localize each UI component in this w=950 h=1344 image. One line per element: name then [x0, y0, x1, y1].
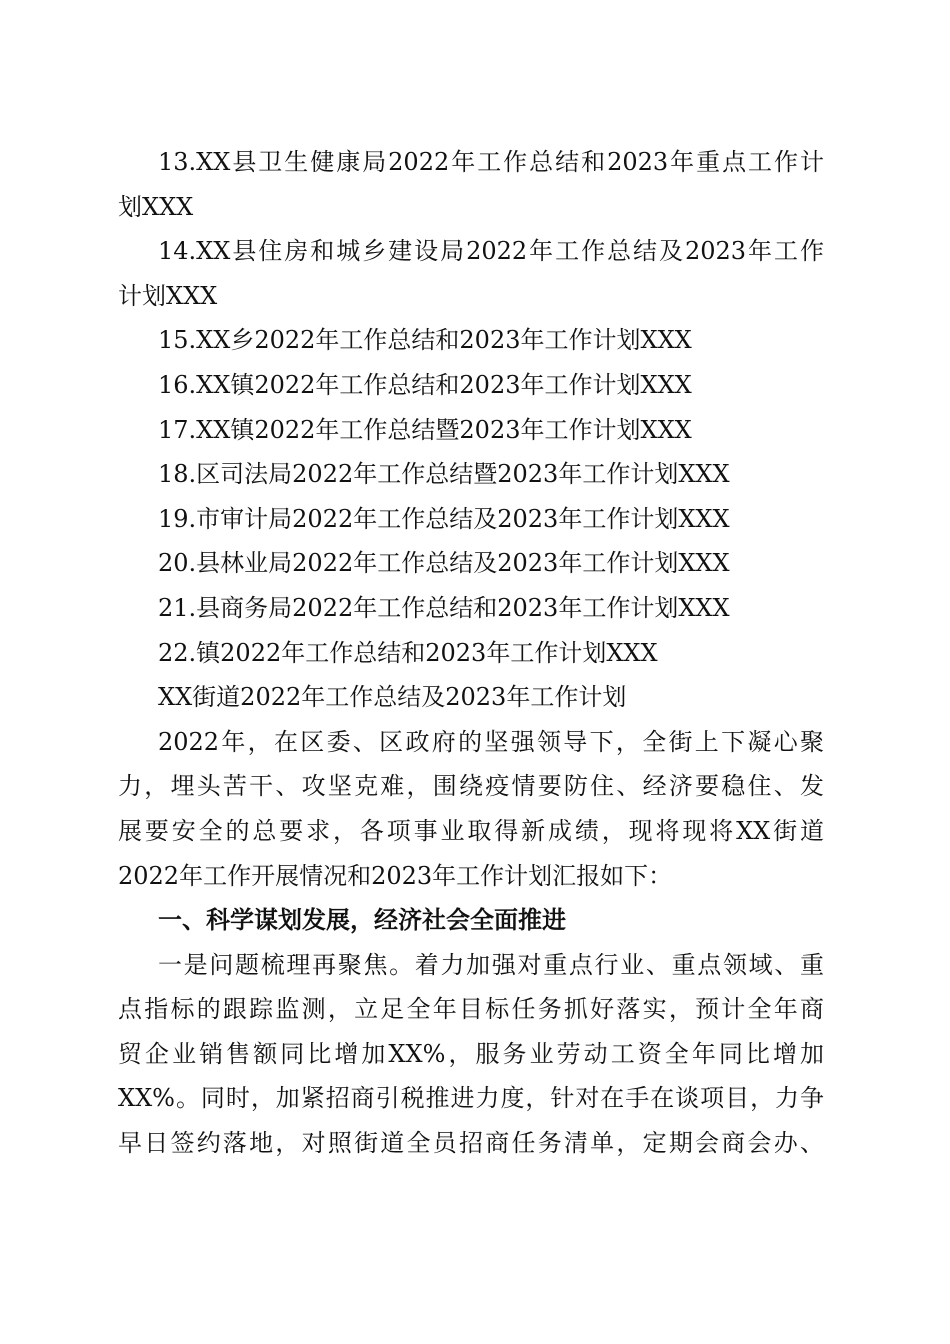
toc-item-16: 16.XX镇2022年工作总结和2023年工作计划XXX — [158, 370, 692, 399]
toc-item-14-line-2: 计划XXX — [118, 281, 218, 310]
toc-item-17: 17.XX镇2022年工作总结暨2023年工作计划XXX — [158, 415, 692, 444]
section-1-line-1: 一是问题梳理再聚焦。着力加强对重点行业、重点领域、重 — [158, 950, 824, 979]
toc-item-13-line-1: 13.XX县卫生健康局2022年工作总结和2023年重点工作计 — [158, 148, 824, 176]
toc-item-14-line-1: 14.XX县住房和城乡建设局2022年工作总结及2023年工作 — [158, 237, 824, 266]
section-1-line-3: 贸企业销售额同比增加XX%，服务业劳动工资全年同比增加 — [118, 1039, 824, 1068]
document-body — [118, 140, 824, 1166]
section-1-heading: 一、科学谋划发展，经济社会全面推进 — [158, 906, 566, 935]
toc-item-20: 20.县林业局2022年工作总结及2023年工作计划XXX — [158, 549, 730, 578]
intro-line-2: 力，埋头苦干、攻坚克难，围绕疫情要防住、经济要稳住、发 — [118, 772, 824, 801]
intro-line-3: 展要安全的总要求，各项事业取得新成绩，现将现将XX街道 — [118, 816, 824, 845]
toc-item-18: 18.区司法局2022年工作总结暨2023年工作计划XXX — [158, 460, 730, 489]
intro-line-1: 2022年，在区委、区政府的坚强领导下，全街上下凝心聚 — [158, 727, 824, 756]
intro-line-4: 2022年工作开展情况和2023年工作计划汇报如下： — [118, 861, 673, 890]
toc-item-19: 19.市审计局2022年工作总结及2023年工作计划XXX — [158, 504, 730, 533]
toc-item-22: 22.镇2022年工作总结和2023年工作计划XXX — [158, 638, 658, 667]
section-1-line-4: XX%。同时，加紧招商引税推进力度，针对在手在谈项目，力争 — [118, 1084, 824, 1113]
toc-item-21: 21.县商务局2022年工作总结和2023年工作计划XXX — [158, 593, 730, 622]
section-1-line-2: 点指标的跟踪监测，立足全年目标任务抓好落实，预计全年商 — [118, 995, 824, 1024]
section-1-line-5: 早日签约落地，对照街道全员招商任务清单，定期会商会办、 — [118, 1129, 824, 1158]
toc-item-15: 15.XX乡2022年工作总结和2023年工作计划XXX — [158, 326, 692, 355]
toc-item-13-line-2: 划XXX — [118, 192, 194, 221]
article-title: XX街道2022年工作总结及2023年工作计划 — [158, 683, 627, 712]
